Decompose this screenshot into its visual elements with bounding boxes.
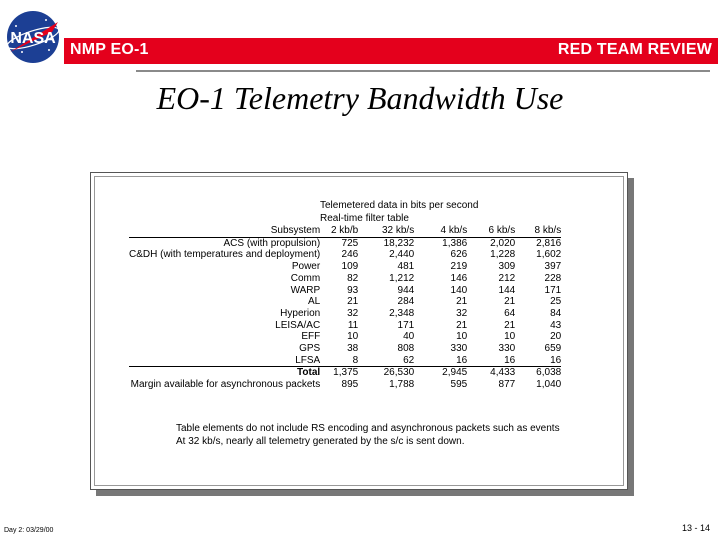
table-cell: 1,788 bbox=[389, 379, 415, 391]
table-cell: 2,348 bbox=[389, 307, 415, 319]
column-header: 32 kb/s bbox=[358, 225, 414, 237]
column-header: 2 kb/b bbox=[324, 225, 358, 237]
table-subcaption: Real-time filter table bbox=[320, 213, 409, 224]
table-cell: 877 bbox=[498, 379, 516, 391]
table-cell: 43 bbox=[550, 319, 562, 331]
table-cell: 309 bbox=[498, 261, 516, 273]
table-row bbox=[129, 237, 561, 249]
header-program-label: NMP EO-1 bbox=[70, 41, 149, 58]
table-cell: 1,040 bbox=[536, 379, 562, 391]
table-cell: 228 bbox=[544, 272, 562, 284]
table-cell: 1,228 bbox=[490, 249, 516, 261]
table-cell: 140 bbox=[450, 284, 468, 296]
svg-text:NASA: NASA bbox=[10, 30, 56, 47]
telemetry-table bbox=[129, 225, 561, 391]
table-cell: 62 bbox=[403, 354, 415, 366]
table-cell: 8 bbox=[352, 354, 359, 366]
table-cell: 109 bbox=[341, 261, 359, 273]
table-cell: 246 bbox=[341, 249, 359, 261]
table-row bbox=[129, 285, 561, 297]
table-cell: 481 bbox=[397, 261, 415, 273]
page-number: 13 - 14 bbox=[681, 523, 710, 533]
row-label: Comm bbox=[290, 272, 321, 284]
table-row bbox=[129, 261, 561, 273]
table-cell: 11 bbox=[347, 319, 359, 331]
margin-row bbox=[129, 379, 561, 391]
table-cell: 171 bbox=[397, 319, 415, 331]
table-cell: 219 bbox=[450, 261, 468, 273]
table-cell: 2,945 bbox=[414, 367, 467, 379]
table-cell: 725 bbox=[341, 237, 359, 249]
row-label: ACS (with propulsion) bbox=[223, 237, 321, 249]
table-cell: 626 bbox=[450, 249, 468, 261]
table-cell: 2,816 bbox=[536, 237, 562, 249]
table-row bbox=[129, 249, 561, 261]
table-row bbox=[129, 331, 561, 343]
column-header: 4 kb/s bbox=[414, 225, 467, 237]
row-label: Hyperion bbox=[280, 307, 321, 319]
table-cell: 38 bbox=[347, 343, 359, 355]
page-title: EO-1 Telemetry Bandwidth Use bbox=[156, 80, 564, 116]
table-cell: 25 bbox=[550, 296, 562, 308]
table-cell: 2,020 bbox=[490, 237, 516, 249]
table-row bbox=[129, 308, 561, 320]
table-cell: 10 bbox=[456, 331, 468, 343]
table-note: Table elements do not include RS encoding and asynchronous packets such as events bbox=[176, 423, 560, 434]
row-label: LFSA bbox=[295, 354, 321, 366]
table-row bbox=[129, 320, 561, 332]
table-cell: 82 bbox=[347, 272, 359, 284]
table-cell: 595 bbox=[450, 379, 468, 391]
table-cell: 10 bbox=[347, 331, 359, 343]
table-cell: 6,038 bbox=[515, 367, 561, 379]
row-label: AL bbox=[307, 296, 321, 308]
table-cell: 84 bbox=[550, 307, 562, 319]
table-cell: 171 bbox=[544, 284, 562, 296]
row-label: WARP bbox=[290, 284, 321, 296]
table-cell: 1,212 bbox=[389, 272, 415, 284]
column-header: Subsystem bbox=[129, 225, 324, 237]
table-cell: 330 bbox=[498, 343, 516, 355]
nasa-logo bbox=[2, 8, 64, 66]
table-cell: 212 bbox=[498, 272, 516, 284]
table-cell: 144 bbox=[498, 284, 516, 296]
table-caption: Telemetered data in bits per second bbox=[320, 200, 479, 211]
table-row bbox=[129, 355, 561, 367]
table-cell: 16 bbox=[504, 354, 516, 366]
row-label: Margin available for asynchronous packets bbox=[130, 379, 321, 391]
total-row bbox=[129, 367, 561, 379]
row-label: GPS bbox=[299, 343, 321, 355]
header-review-label: RED TEAM REVIEW bbox=[557, 41, 712, 58]
table-cell: 1,375 bbox=[324, 367, 358, 379]
row-label: EFF bbox=[301, 331, 321, 343]
table-cell: 284 bbox=[397, 296, 415, 308]
table-cell: 1,602 bbox=[536, 249, 562, 261]
column-header: 6 kb/s bbox=[467, 225, 515, 237]
table-cell: 32 bbox=[456, 307, 468, 319]
table-cell: 21 bbox=[456, 296, 468, 308]
table-panel bbox=[90, 172, 628, 490]
table-cell: 21 bbox=[347, 296, 359, 308]
table-cell: 2,440 bbox=[389, 249, 415, 261]
table-cell: 20 bbox=[550, 331, 562, 343]
table-cell: 93 bbox=[347, 284, 359, 296]
table-cell: 21 bbox=[504, 296, 516, 308]
row-label: LEISA/AC bbox=[275, 319, 321, 331]
table-cell: 397 bbox=[544, 261, 562, 273]
table-row bbox=[129, 273, 561, 285]
table-cell: 32 bbox=[347, 307, 359, 319]
table-cell: 16 bbox=[456, 354, 468, 366]
table-cell: 21 bbox=[456, 319, 468, 331]
table-cell: 40 bbox=[403, 331, 415, 343]
table-cell: 4,433 bbox=[467, 367, 515, 379]
column-header: 8 kb/s bbox=[515, 225, 561, 237]
table-row bbox=[129, 343, 561, 355]
table-cell: 146 bbox=[450, 272, 468, 284]
table-cell: 330 bbox=[450, 343, 468, 355]
row-label: C&DH (with temperatures and deployment) bbox=[129, 249, 321, 261]
table-cell: 16 bbox=[550, 354, 562, 366]
table-cell: 26,530 bbox=[358, 367, 414, 379]
table-row bbox=[129, 296, 561, 308]
row-label: Total bbox=[129, 367, 324, 379]
table-cell: 944 bbox=[397, 284, 415, 296]
table-cell: 10 bbox=[504, 331, 516, 343]
table-cell: 895 bbox=[341, 379, 359, 391]
table-cell: 64 bbox=[504, 307, 516, 319]
table-cell: 808 bbox=[397, 343, 415, 355]
table-cell: 18,232 bbox=[383, 237, 415, 249]
table-cell: 21 bbox=[504, 319, 516, 331]
header-divider bbox=[136, 70, 710, 72]
table-header-row bbox=[129, 225, 561, 237]
table-cell: 659 bbox=[544, 343, 562, 355]
table-note: At 32 kb/s, nearly all telemetry generated by the s/c is sent down. bbox=[176, 436, 465, 447]
row-label: Power bbox=[291, 261, 321, 273]
table-cell: 1,386 bbox=[442, 237, 468, 249]
footer-date: Day 2: 03/29/00 bbox=[4, 527, 54, 534]
